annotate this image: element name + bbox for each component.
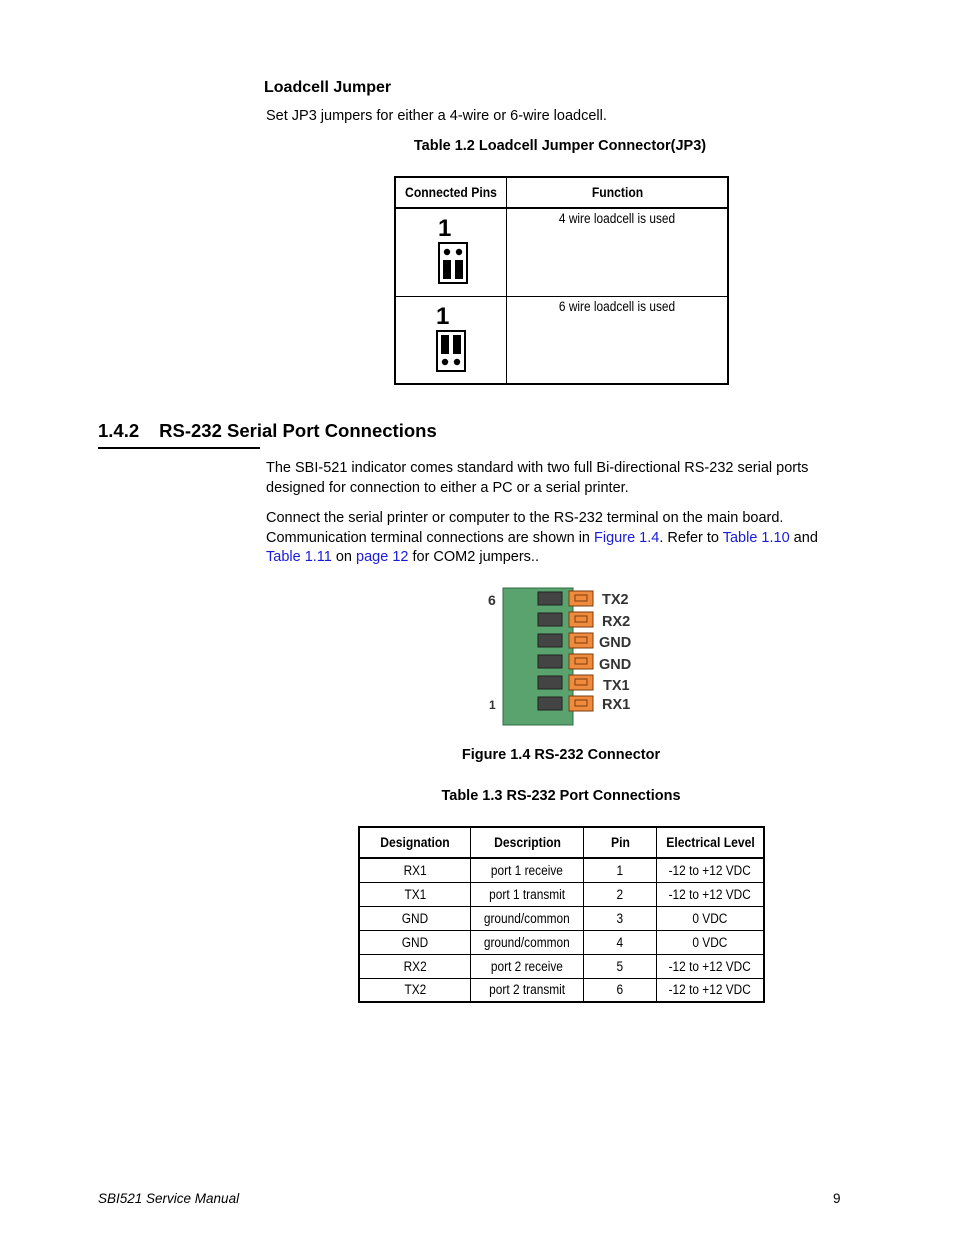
section-number: 1.4.2 xyxy=(98,420,140,441)
table-row: RX1 port 1 receive 1 -12 to +12 VDC xyxy=(359,858,764,882)
figure-1-4-link[interactable]: Figure 1.4 xyxy=(594,529,660,546)
jumper-table xyxy=(394,176,729,385)
paragraph-2: Connect the serial printer or computer to the RS-232 terminal on the main board. Communication terminal connections are shown in Figure 1.4. Refer to Table 1.10 and Table 1.11 on page 12 for COM2 jumpers.. xyxy=(266,510,818,565)
footer-manual-title: SBI521 Service Manual xyxy=(98,1191,240,1206)
terminal-label: RX2 xyxy=(602,614,631,630)
section-underline xyxy=(98,447,260,449)
table-row xyxy=(395,208,728,296)
pin-1-label: 1 xyxy=(489,698,496,712)
column-header: Pin xyxy=(587,827,653,858)
pin-1-label: 1 xyxy=(436,302,450,330)
terminal-label: RX1 xyxy=(602,697,631,713)
terminal-label: GND xyxy=(599,635,632,651)
table-row: GND ground/common 4 0 VDC xyxy=(359,930,764,954)
table-1-2-caption: Table 1.2 Loadcell Jumper Connector(JP3) xyxy=(413,138,707,154)
table-1-11-link[interactable]: Table 1.11 xyxy=(266,549,332,565)
paragraph-1: The SBI-521 indicator comes standard with two full Bi-directional RS-232 serial ports designed for connection to either a PC or a serial printer. xyxy=(266,460,809,496)
column-header: Connected Pins xyxy=(401,177,501,208)
function-cell: 4 wire loadcell is used xyxy=(558,211,676,226)
jumper-4wire-icon xyxy=(438,242,468,284)
column-header: Electrical Level xyxy=(662,827,759,858)
jumper-6wire-icon xyxy=(436,330,466,372)
footer-page-number: 9 xyxy=(833,1191,841,1206)
terminal-label: TX1 xyxy=(603,678,630,694)
table-1-3-caption: Table 1.3 RS-232 Port Connections xyxy=(441,788,681,804)
rs232-table xyxy=(358,826,765,1003)
table-row: TX2 port 2 transmit 6 -12 to +12 VDC xyxy=(359,978,764,1002)
column-header: Description xyxy=(476,827,578,858)
table-row: RX2 port 2 receive 5 -12 to +12 VDC xyxy=(359,954,764,978)
loadcell-intro: Set JP3 jumpers for either a 4-wire or 6-wire loadcell. xyxy=(266,108,607,124)
column-header: Function xyxy=(518,177,717,208)
table-row: TX1 port 1 transmit 2 -12 to +12 VDC xyxy=(359,882,764,906)
table-row xyxy=(395,296,728,384)
terminal-label: GND xyxy=(599,657,632,673)
table-1-10-link[interactable]: Table 1.10 xyxy=(722,529,790,546)
column-header: Designation xyxy=(365,827,465,858)
subsection-heading: Loadcell Jumper xyxy=(264,79,392,96)
page-12-link[interactable]: page 12 xyxy=(356,549,409,565)
rs232-connector-figure xyxy=(480,585,650,730)
terminal-label: TX2 xyxy=(602,592,629,608)
section-heading xyxy=(98,420,437,442)
table-row: GND ground/common 3 0 VDC xyxy=(359,906,764,930)
pin-6-label: 6 xyxy=(488,592,496,608)
section-title: RS-232 Serial Port Connections xyxy=(159,420,437,441)
function-cell: 6 wire loadcell is used xyxy=(558,298,676,314)
figure-1-4-caption: Figure 1.4 RS-232 Connector xyxy=(461,747,661,763)
pin-1-label: 1 xyxy=(438,215,452,242)
